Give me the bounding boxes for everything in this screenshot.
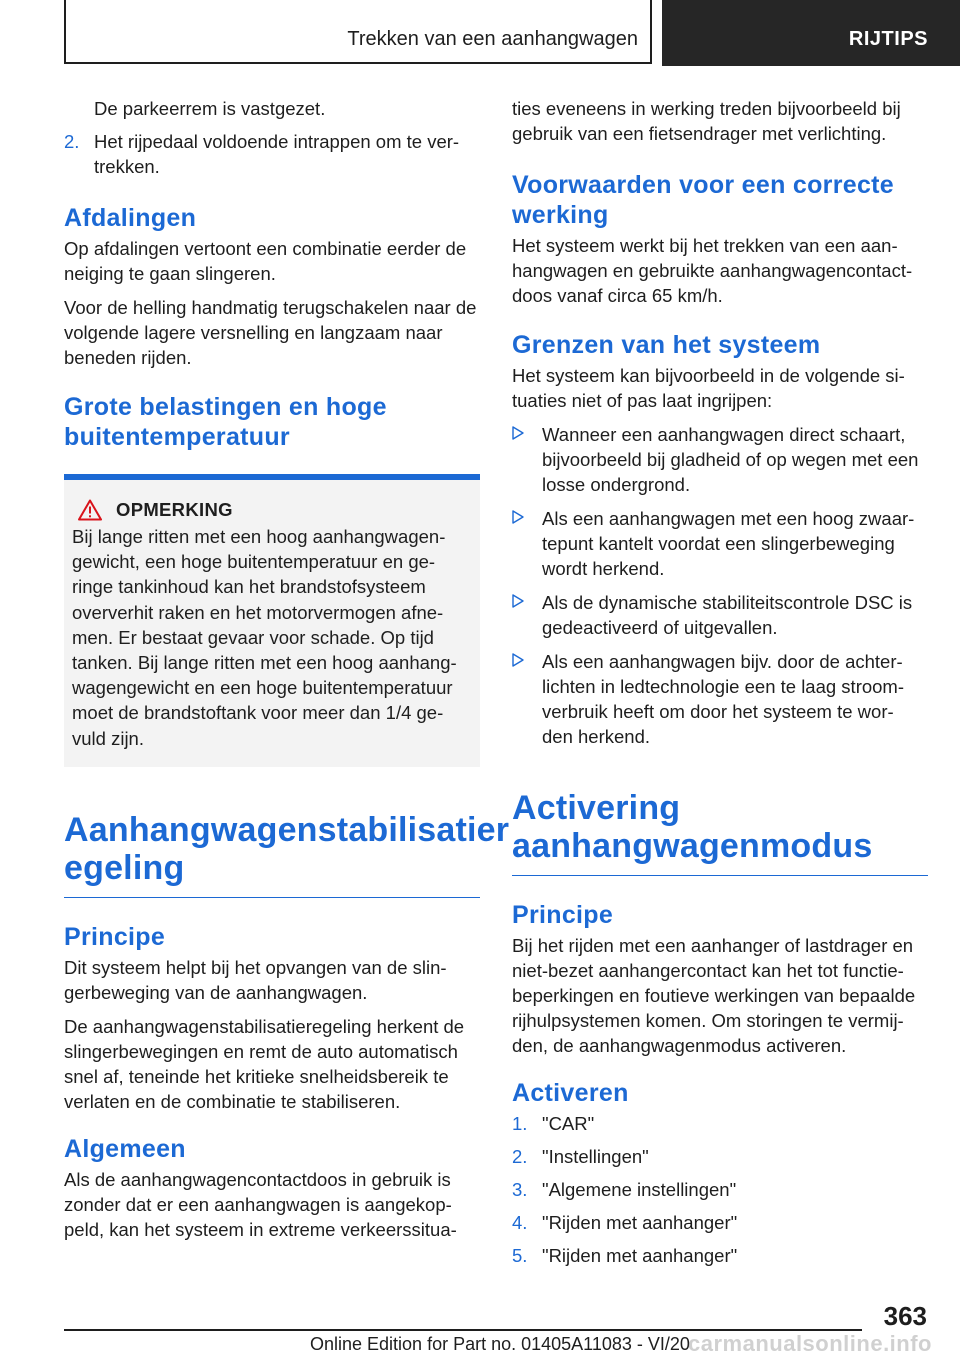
paragraph: Voor de helling handmatig terugschakelen naar de volgende lagere versnelling en langzaam naar beneden rijden. <box>64 297 477 368</box>
triangle-bullet-icon <box>512 510 524 524</box>
heading-stabilisatieregeling: Aanhangwagenstabilisatier egeling <box>64 810 510 887</box>
step-text: "CAR" <box>542 1113 595 1134</box>
list-item <box>512 422 928 497</box>
notice-text: Bij lange ritten met een hoog aanhangwagen- gewicht, een hoge buitentemperatuur en ge- ringe tankinhoud kan het brandstofsysteem oververhit raken en het motorvermogen afne- men. Er bestaat gevaar voor schade. Op tijd tanken. Bij lange ritten met een hoog aanhang- wagengewicht en een hoge buitentemperatuur moet de brandstoftank voor meer dan 1/4 ge- vuld zijn. <box>72 526 457 749</box>
step-item <box>512 1111 928 1136</box>
notice-body <box>64 480 480 767</box>
step-text: "Instellingen" <box>542 1146 649 1167</box>
step-text: "Algemene instellingen" <box>542 1179 737 1200</box>
header-chapter-box <box>64 0 652 64</box>
list-item-text: Als de dynamische stabiliteitscontrole DSC is gedeactiveerd of uitgevallen. <box>542 592 913 638</box>
list-item <box>512 590 928 640</box>
step-text: "Rijden met aanhanger" <box>542 1212 738 1233</box>
step-number: 3. <box>512 1179 528 1200</box>
heading-principe: Principe <box>512 901 614 929</box>
step-number: 2. <box>64 131 80 152</box>
triangle-bullet-icon <box>512 594 524 608</box>
paragraph: Op afdalingen vertoont een combinatie eerder de neiging te gaan slingeren. <box>64 238 467 284</box>
page-header <box>0 0 960 66</box>
step-text: Het rijpedaal voldoende intrappen om te ver- trekken. <box>94 131 460 177</box>
list-item <box>512 506 928 581</box>
step-number: 4. <box>512 1212 528 1233</box>
heading-wrap-stabilisatie <box>64 810 510 898</box>
section-title: RIJTIPS <box>848 28 928 50</box>
heading-grote-belastingen: Grote belastingen en hoge buitentemperatuur <box>64 393 387 451</box>
paragraph: Dit systeem helpt bij het opvangen van de slin- gerbeweging van de aanhangwagen. <box>64 956 447 1003</box>
heading-grenzen: Grenzen van het systeem <box>512 331 821 359</box>
notice-box <box>64 474 480 767</box>
chapter-title: Trekken van een aanhangwagen <box>347 28 638 50</box>
paragraph: Het systeem kan bijvoorbeeld in de volgende si- tuaties niet of pas laat ingrijpen: <box>512 365 905 411</box>
list-item-text: Wanneer een aanhangwagen direct schaart, bijvoorbeeld bij gladheid of op wegen met een losse ondergrond. <box>542 424 919 495</box>
heading-activeren: Activeren <box>512 1079 629 1107</box>
list-item <box>512 649 928 749</box>
step-number: 1. <box>512 1113 528 1134</box>
heading-activering: Activering aanhangwagenmodus <box>512 789 873 865</box>
step-item <box>512 1210 928 1235</box>
step-item <box>512 1177 928 1202</box>
list-item-text: Als een aanhangwagen bijv. door de achter- lichten in ledtechnologie een te laag stroom- verbruik heeft om door het systeem te wor- den herkend. <box>542 651 905 747</box>
header-section-box <box>662 0 960 66</box>
step-item <box>512 1144 928 1169</box>
triangle-bullet-icon <box>512 426 524 440</box>
step-item <box>512 1243 928 1268</box>
warning-triangle-icon <box>78 499 102 521</box>
paragraph: De aanhangwagenstabilisatieregeling herkent de slingerbewegingen en remt de auto automatisch snel af, teneinde het kritieke snelheidsbereik te verlaten en de combinatie te stabiliseren. <box>64 1015 465 1112</box>
notice-header <box>72 499 470 521</box>
step-number: 5. <box>512 1245 528 1266</box>
step-text: "Rijden met aanhanger" <box>542 1245 738 1266</box>
paragraph: Het systeem werkt bij het trekken van een aan- hangwagen en gebruikte aanhangwagencontact- doos vanaf circa 65 km/h. <box>512 235 913 306</box>
paragraph: ties eveneens in werking treden bijvoorbeeld bij gebruik van een fietsendrager met verlichting. <box>512 98 901 144</box>
heading-voorwaarden: Voorwaarden voor een correcte werking <box>512 171 894 229</box>
list-item-text: Als een aanhangwagen met een hoog zwaar- tepunt kantelt voordat een slingerbeweging wordt herkend. <box>542 508 915 579</box>
heading-principe: Principe <box>64 922 166 951</box>
footer-edition: Online Edition for Part no. 01405A11083 - VI/20 <box>310 1334 690 1354</box>
notice-label: OPMERKING <box>116 499 233 520</box>
heading-algemeen: Algemeen <box>64 1134 186 1163</box>
heading-wrap-activering <box>512 789 928 876</box>
paragraph: Als de aanhangwagencontactdoos in gebruik is zonder dat er een aanhangwagen is aangekop- peld, kan het systeem in extreme verkeerssitua- <box>64 1168 457 1240</box>
watermark: carmanualsonline.info <box>688 1331 932 1356</box>
step-continuation: De parkeerrem is vastgezet. <box>94 98 326 119</box>
heading-afdalingen: Afdalingen <box>64 204 197 232</box>
triangle-bullet-icon <box>512 653 524 667</box>
step-item <box>64 129 480 179</box>
right-column <box>512 96 928 1276</box>
paragraph: Bij het rijden met een aanhanger of lastdrager en niet-bezet aanhangercontact kan het tot functie- beperkingen en foutieve werkingen van bepaalde rijhulpsystemen komen. Om storingen te vermij- den, de aanhangwagenmodus activeren. <box>512 935 916 1056</box>
page-number: 363 <box>883 1301 927 1331</box>
step-number: 2. <box>512 1146 528 1167</box>
left-column <box>64 96 510 1251</box>
